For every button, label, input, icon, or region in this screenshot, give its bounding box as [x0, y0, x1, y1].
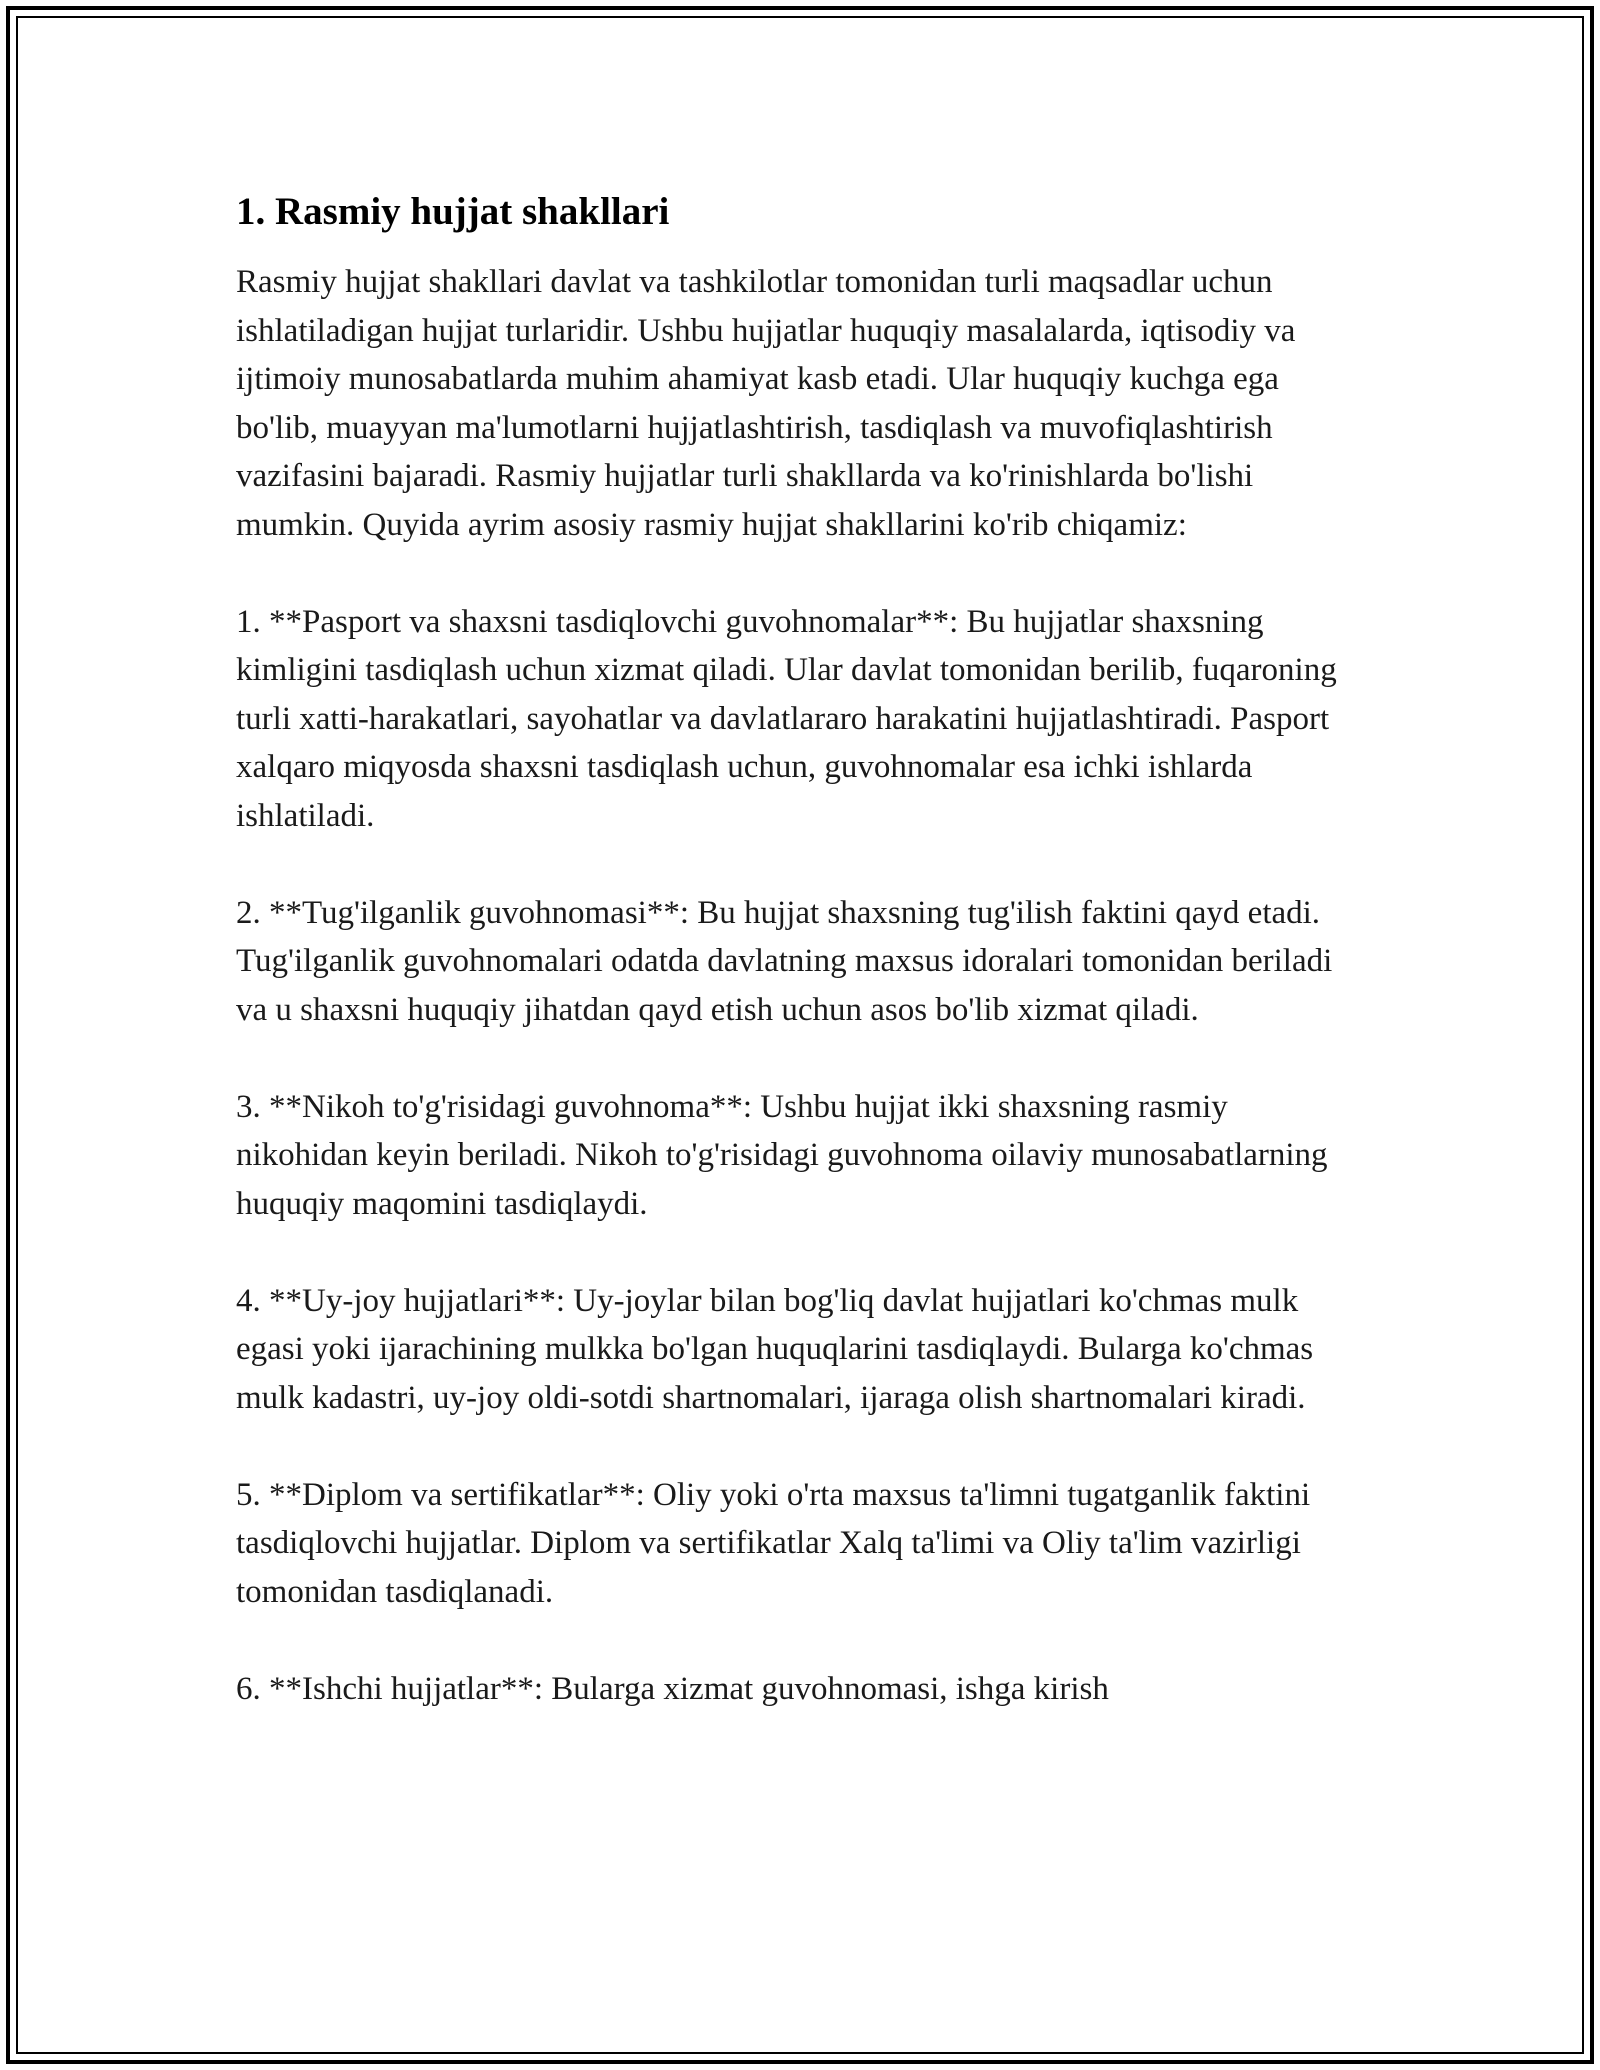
- list-item-work-documents: 6. **Ishchi hujjatlar**: Bularga xizmat guvohnomasi, ishga kirish: [236, 1670, 1109, 1707]
- list-item-passport: 1. **Pasport va shaxsni tasdiqlovchi guvohnomalar**: Bu hujjatlar shaxsning kimligini tasdiqlash uchun xizmat qiladi. Ular davlat tomonidan berilib, fuqaroning turli xatti-harakatlari, sayohatlar va davlatlararo harakatini hujjatlashtiradi. Pasport xalqaro miqyosda shaxsni tasdiqlash uchun, guvohnomalar esa ichki ishlarda ishlatiladi.: [236, 603, 1337, 834]
- list-item-marriage-certificate: 3. **Nikoh to'g'risidagi guvohnoma**: Ushbu hujjat ikki shaxsning rasmiy nikohidan keyin beriladi. Nikoh to'g'risidagi guvohnoma oilaviy munosabatlarning huquqiy maqomini tasdiqlaydi.: [236, 1088, 1328, 1222]
- list-item-diplomas: 5. **Diplom va sertifikatlar**: Oliy yoki o'rta maxsus ta'limni tugatganlik faktini tasdiqlovchi hujjatlar. Diplom va sertifikatlar Xalq ta'limi va Oliy ta'lim vazirligi tomonidan tasdiqlanadi.: [236, 1476, 1311, 1610]
- document-body: [236, 186, 1356, 1713]
- list-item-birth-certificate: 2. **Tug'ilganlik guvohnomasi**: Bu hujjat shaxsning tug'ilish faktini qayd etadi. Tug'ilganlik guvohnomalari odatda davlatning maxsus idoralari tomonidan beriladi va u shaxsni huquqiy jihatdan qayd etish uchun asos bo'lib xizmat qiladi.: [236, 894, 1333, 1028]
- list-item-housing-documents: 4. **Uy-joy hujjatlari**: Uy-joylar bilan bog'liq davlat hujjatlari ko'chmas mulk egasi yoki ijarachining mulkka bo'lgan huquqlarini tasdiqlaydi. Bularga ko'chmas mulk kadastri, uy-joy oldi-sotdi shartnomalari, ijaraga olish shartnomalari kiradi.: [236, 1282, 1314, 1416]
- intro-paragraph: Rasmiy hujjat shakllari davlat va tashkilotlar tomonidan turli maqsadlar uchun ishlatiladigan hujjat turlaridir. Ushbu hujjatlar huquqiy masalalarda, iqtisodiy va ijtimoiy munosabatlarda muhim ahamiyat kasb etadi. Ular huquqiy kuchga ega bo'lib, muayyan ma'lumotlarni hujjatlashtirish, tasdiqlash va muvofiqlashtirish vazifasini bajaradi. Rasmiy hujjatlar turli shakllarda va ko'rinishlarda bo'lishi mumkin. Quyida ayrim asosiy rasmiy hujjat shakllarini ko'rib chiqamiz:: [236, 264, 1296, 543]
- section-heading: 1. Rasmiy hujjat shakllari: [236, 190, 670, 233]
